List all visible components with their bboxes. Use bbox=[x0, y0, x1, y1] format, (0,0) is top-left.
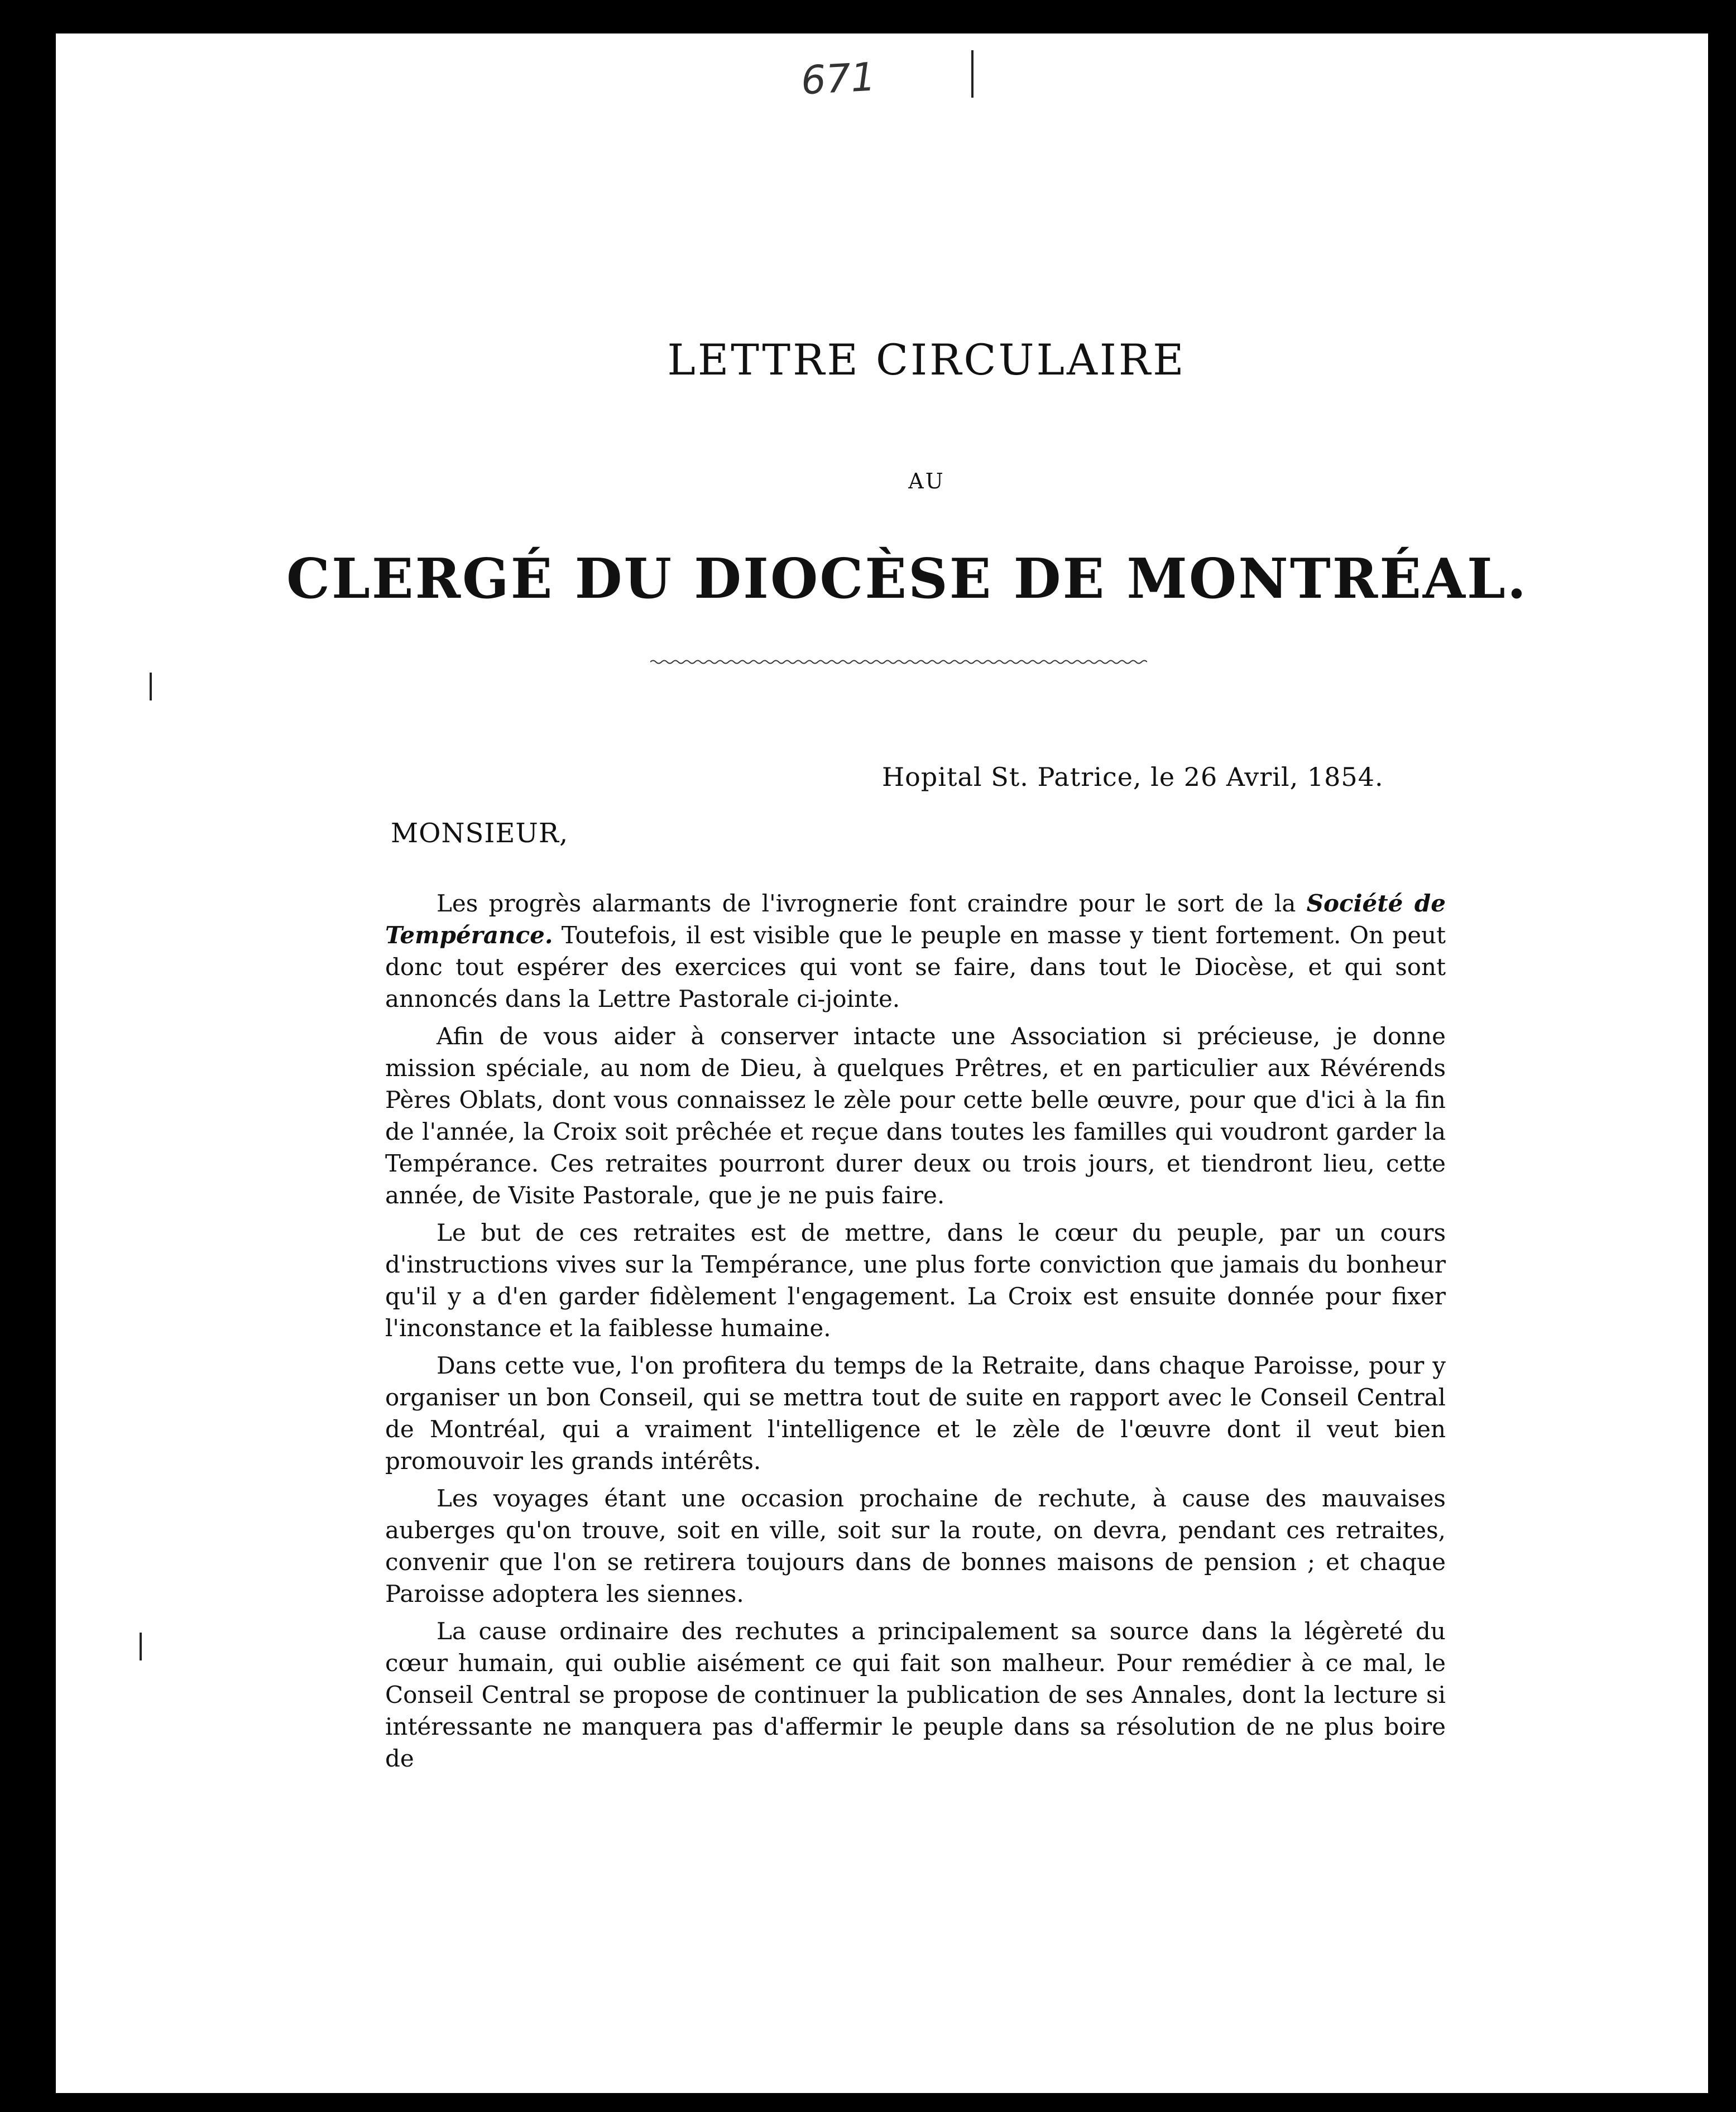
decorative-rule bbox=[650, 659, 1147, 665]
heading-line-2: AU bbox=[908, 469, 945, 493]
document-page bbox=[56, 33, 1708, 2093]
margin-mark bbox=[150, 673, 152, 700]
society-name: Société de Tempérance. bbox=[385, 890, 1446, 949]
paragraph bbox=[385, 887, 1446, 1015]
archive-number: 671 bbox=[799, 54, 877, 104]
letter-body bbox=[385, 887, 1446, 1774]
margin-mark bbox=[140, 1633, 142, 1660]
paragraph: Les voyages étant une occasion prochaine de rechute, à cause des mauvaises auberges qu'on trouve, soit en ville, soit sur la route, on devra, pendant ces retraites, convenir que l'on se retirera toujours dans de bonnes maisons de pension ; et chaque Paroisse adoptera les siennes. bbox=[385, 1485, 1446, 1607]
margin-mark bbox=[971, 50, 973, 98]
heading-line-1: LETTRE CIRCULAIRE bbox=[667, 335, 1186, 385]
paragraph: La cause ordinaire des rechutes a principalement sa source dans la légèreté du cœur humain, qui oublie aisément ce qui fait son malheur. Pour remédier à ce mal, le Conseil Central se propose de continuer la publication de ses Annales, dont la lecture si intéressante ne manquera pas d'affermir le peuple dans sa résolution de ne plus boire de bbox=[385, 1617, 1446, 1772]
heading-line-3: CLERGÉ DU DIOCÈSE DE MONTRÉAL. bbox=[286, 547, 1528, 611]
paragraph: Dans cette vue, l'on profitera du temps de la Retraite, dans chaque Paroisse, pour y organiser un bon Conseil, qui se mettra tout de suite en rapport avec le Conseil Central de Montréal, qui a vraiment l'intelligence et le zèle de l'œuvre dont il veut bien promouvoir les grands intérêts. bbox=[385, 1352, 1446, 1475]
paragraph-text: Toutefois, il est visible que le peuple en masse y tient fortement. On peut donc tout espérer des exercices qui vont se faire, dans tout le Diocèse, et qui sont annoncés dans la Lettre Pastorale ci-jointe. bbox=[385, 921, 1446, 1012]
paragraph: Le but de ces retraites est de mettre, dans le cœur du peuple, par un cours d'instructions vives sur la Tempérance, une plus forte conviction que jamais du bonheur qu'il y a d'en garder fidèlement l'engagement. La Croix est ensuite donnée pour fixer l'inconstance et la faiblesse humaine. bbox=[385, 1219, 1446, 1342]
paragraph-text: Les progrès alarmants de l'ivrognerie font craindre pour le sort de la bbox=[437, 890, 1307, 917]
paragraph: Afin de vous aider à conserver intacte une Association si précieuse, je donne mission spéciale, au nom de Dieu, à quelques Prêtres, et en particulier aux Révérends Pères Oblats, dont vous connaissez le zèle pour cette belle œuvre, pour que d'ici à la fin de l'année, la Croix soit prêchée et reçue dans toutes les familles qui voudront garder la Tempérance. Ces retraites pourront durer deux ou trois jours, et tiendront lieu, cette année, de Visite Pastorale, que je ne puis faire. bbox=[385, 1023, 1446, 1209]
salutation: MONSIEUR, bbox=[391, 818, 569, 849]
dateline: Hopital St. Patrice, le 26 Avril, 1854. bbox=[882, 762, 1384, 792]
